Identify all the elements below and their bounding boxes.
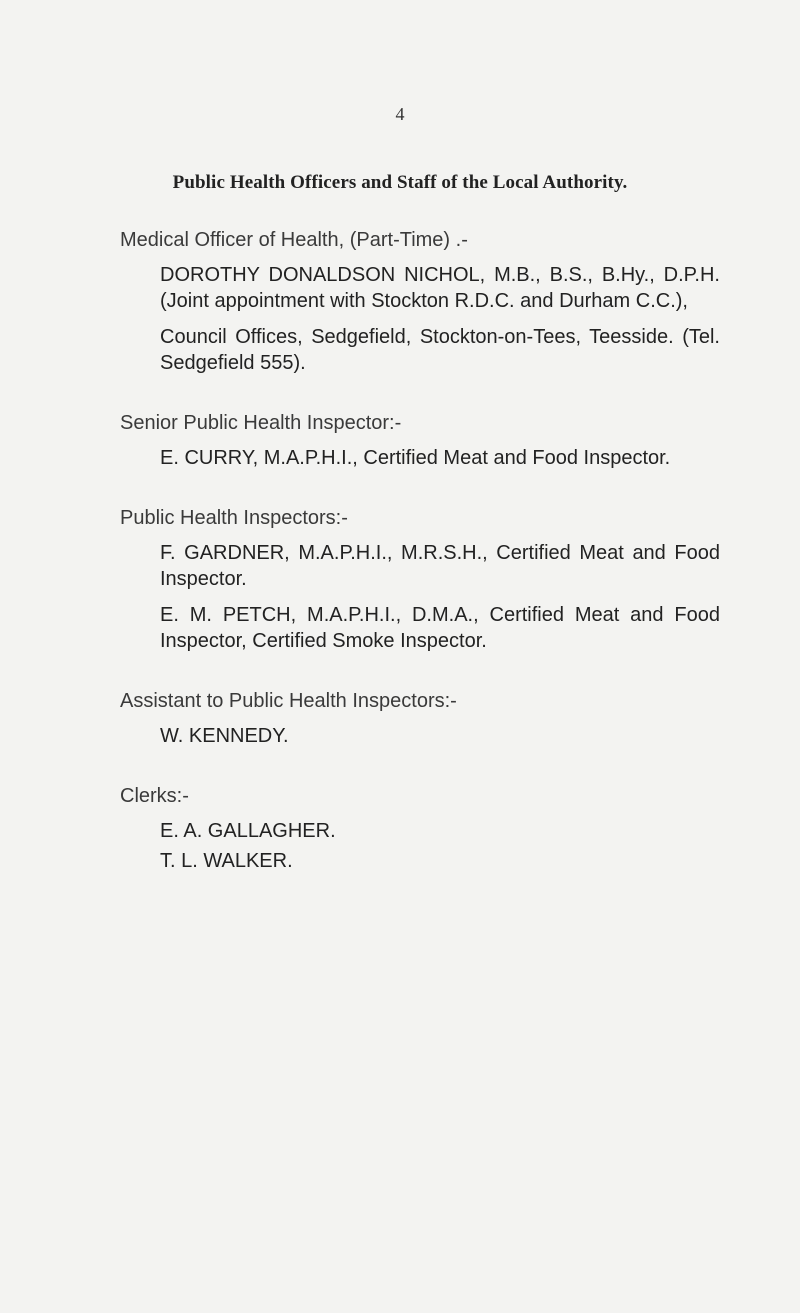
section-inspectors [120, 504, 720, 654]
staff-list [120, 226, 720, 907]
staff-entry: W. KENNEDY. [160, 725, 289, 747]
section-heading: Medical Officer of Health, (Part-Time) .- [120, 229, 468, 251]
section-heading: Assistant to Public Health Inspectors:- [120, 690, 457, 712]
section-heading: Senior Public Health Inspector:- [120, 412, 402, 434]
staff-entry: T. L. WALKER. [160, 850, 293, 872]
section-assistant [120, 687, 720, 749]
section-medical-officer [120, 226, 720, 376]
page-number: 4 [395, 104, 405, 124]
staff-entry: E. CURRY, M.A.P.H.I., Certified Meat and Food Inspector. [160, 447, 671, 469]
staff-entry: E. A. GALLAGHER. [160, 820, 336, 842]
section-senior-inspector [120, 409, 720, 471]
staff-entry: E. M. PETCH, M.A.P.H.I., D.M.A., Certified Meat and Food Inspector, Certified Smoke Inspector. [160, 604, 720, 652]
address-entry: Council Offices, Sedgefield, Stockton-on-Tees, Teesside. (Tel. Sedgefield 555). [160, 326, 720, 374]
staff-entry: F. GARDNER, M.A.P.H.I., M.R.S.H., Certified Meat and Food Inspector. [160, 542, 720, 590]
section-heading: Clerks:- [120, 785, 189, 807]
section-clerks [120, 782, 720, 874]
staff-entry: DOROTHY DONALDSON NICHOL, M.B., B.S., B.Hy., D.P.H. (Joint appointment with Stockton R.D.C. and Durham C.C.), [160, 264, 720, 312]
page-title: Public Health Officers and Staff of the Local Authority. [172, 172, 628, 193]
section-heading: Public Health Inspectors:- [120, 507, 348, 529]
